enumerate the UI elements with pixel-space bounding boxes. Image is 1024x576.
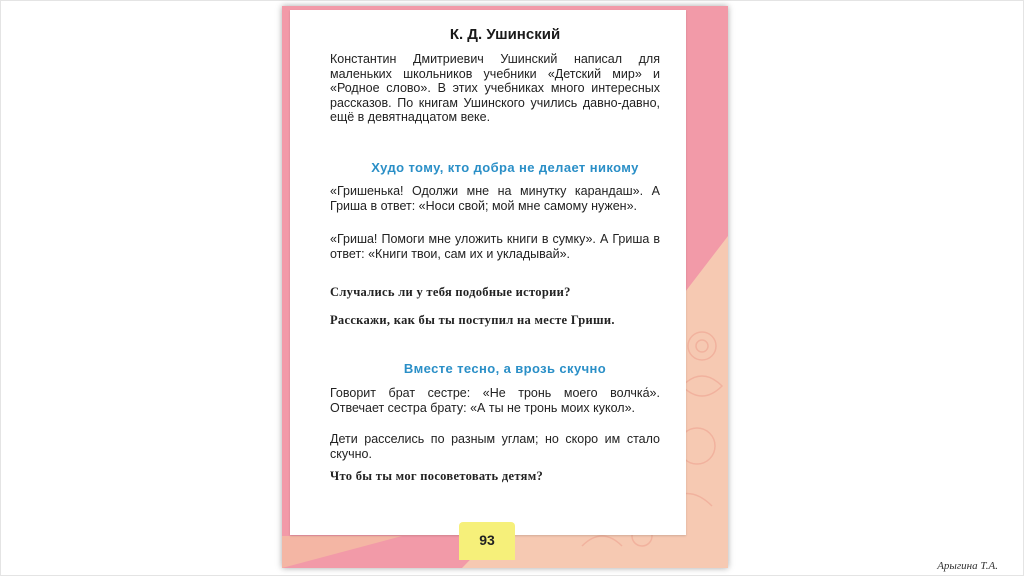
story2-title: Вместе тесно, а врозь скучно (403, 361, 607, 376)
story1-question-1: Случались ли у тебя подобные истории? (330, 285, 571, 299)
intro-paragraph: Константин Дмитриевич Ушинский написал для маленьких школьников учебники «Детский мир» и «Родное слово». В этих учебниках много интересных рассказов. По книгам Ушинского учились давно-давно, ещё в девятнадцатом веке. (330, 52, 660, 125)
author-heading: К. Д. Ушинский (449, 26, 561, 43)
story1-paragraph-1: «Гришенька! Одолжи мне на минутку карандаш». А Гриша в ответ: «Носи свой; мой мне самому нужен». (330, 184, 660, 213)
story1-title: Худо тому, кто добра не делает никому (371, 160, 639, 175)
textbook-page (282, 6, 728, 568)
story1-question-2: Расскажи, как бы ты поступил на месте Гриши. (330, 313, 615, 327)
author-watermark: Арыгина Т.А. (937, 560, 998, 572)
story1-paragraph-2: «Гриша! Помоги мне уложить книги в сумку». А Гриша в ответ: «Книги твои, сам их и укладывай». (330, 232, 660, 261)
story2-paragraph-2: Дети расселись по разным углам; но скоро им стало скучно. (330, 432, 660, 461)
page-number: 93 (459, 522, 515, 560)
story2-paragraph-1: Говорит брат сестре: «Не тронь моего волчка́». Отвечает сестра брату: «А ты не тронь моих кукол». (330, 386, 660, 415)
story2-question: Что бы ты мог посоветовать детям? (330, 469, 544, 483)
